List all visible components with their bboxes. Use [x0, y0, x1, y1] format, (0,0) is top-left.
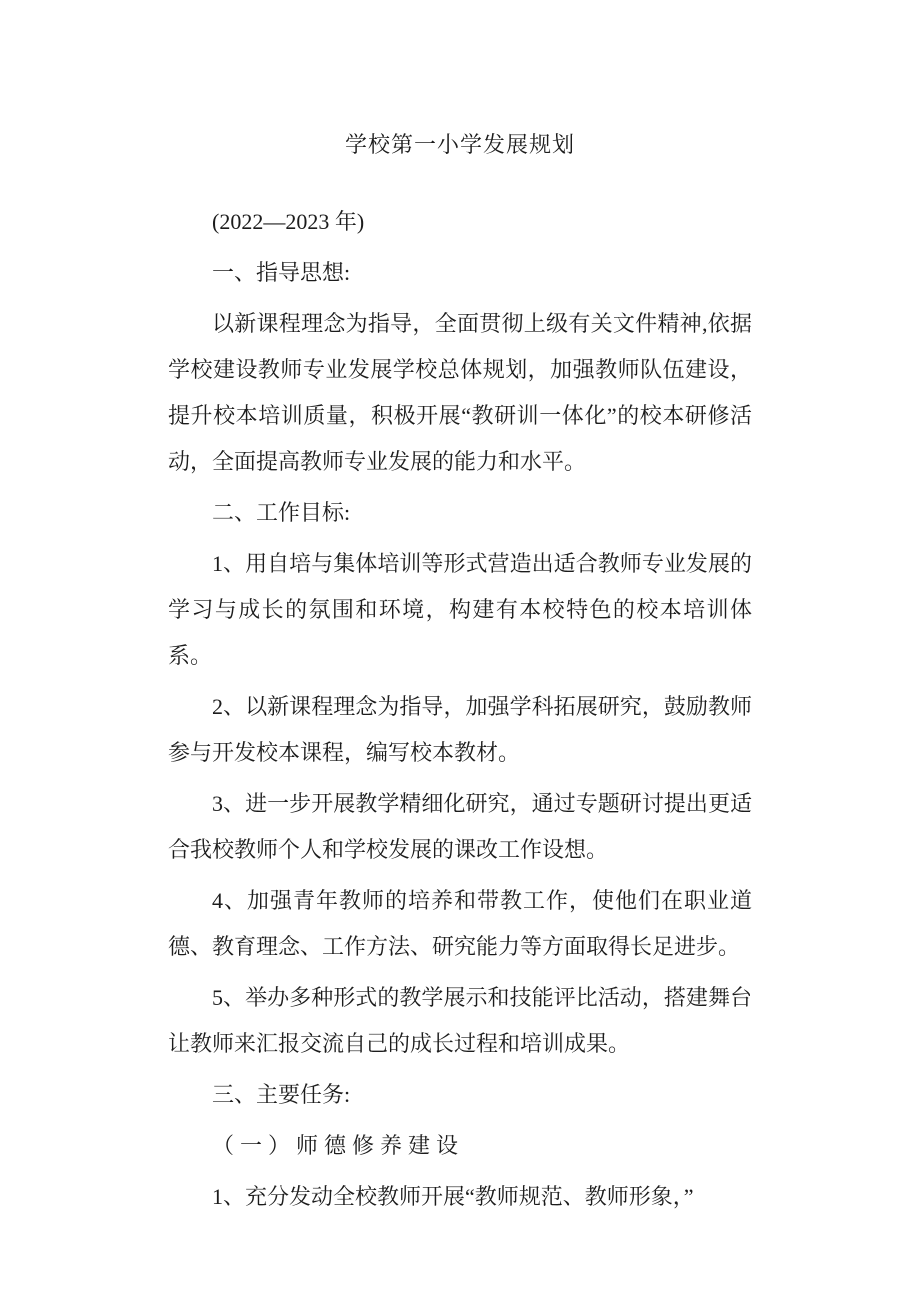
heading-main-tasks: 三、主要任务:: [212, 1082, 351, 1107]
heading-guiding-ideology: 一、指导思想:: [212, 260, 351, 285]
subheading-teacher-ethics: （一）师德修养建设: [212, 1133, 465, 1158]
goal-item-3: 3、进一步开展教学精细化研究，通过专题研讨提出更适合我校教师个人和学校发展的课改工作设想。: [168, 791, 752, 862]
para-guiding-ideology: 以新课程理念为指导，全面贯彻上级有关文件精神,依据学校建设教师专业发展学校总体规划，加强教师队伍建设，提升校本培训质量，积极开展“教研训一体化”的校本研修活动，全面提高教师专业发展的能力和水平。: [168, 311, 752, 474]
task-item-1: 1、充分发动全校教师开展“教师规范、教师形象，”: [212, 1184, 694, 1209]
doc-title: 学校第一小学发展规划: [344, 132, 575, 157]
goal-item-5: 5、举办多种形式的教学展示和技能评比活动，搭建舞台让教师来汇报交流自己的成长过程和培训成果。: [168, 985, 752, 1056]
date-range-line: (2022—2023 年): [212, 209, 365, 234]
goal-item-1: 1、用自培与集体培训等形式营造出适合教师专业发展的学习与成长的氛围和环境，构建有本校特色的校本培训体系。: [168, 551, 752, 668]
goal-item-4: 4、加强青年教师的培养和带教工作，使他们在职业道德、教育理念、工作方法、研究能力等方面取得长足进步。: [168, 888, 752, 959]
heading-work-goals: 二、工作目标:: [212, 500, 351, 525]
goal-item-2: 2、以新课程理念为指导，加强学科拓展研究，鼓励教师参与开发校本课程，编写校本教材。: [168, 694, 752, 765]
